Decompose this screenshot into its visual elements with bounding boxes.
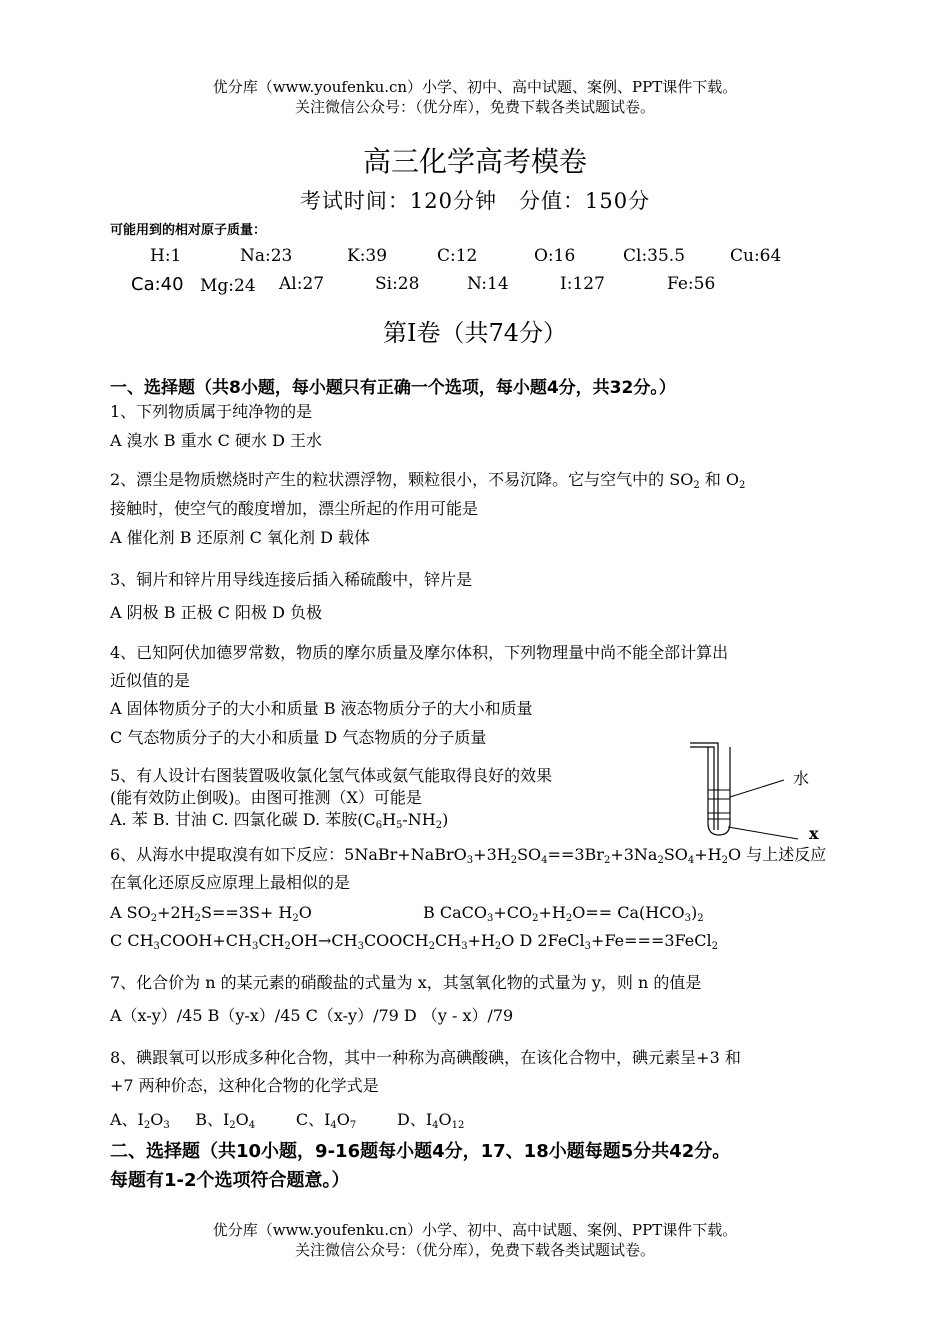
atomic-mass: Fe:56 bbox=[667, 274, 716, 294]
header-line-2: 关注微信公众号：（优分库），免费下载各类试题试卷。 bbox=[294, 98, 655, 116]
atomic-mass: Mg:24 bbox=[200, 276, 256, 296]
atomic-mass: O:16 bbox=[534, 246, 576, 266]
question-4-options-cd: C 气态物质分子的大小和质量 D 气态物质的分子质量 bbox=[110, 728, 487, 747]
atomic-mass: Si:28 bbox=[375, 274, 420, 294]
question-8-options: A、$I_2O_3$ B、$I_2O_4$ C、$I_4O_7$ D、$I_4O_{12}$ bbox=[110, 1110, 465, 1131]
atomic-mass: Na:23 bbox=[240, 246, 293, 266]
question-8-stem-line-2: +7 两种价态，这种化合物的化学式是 bbox=[110, 1076, 379, 1095]
footer-line-2: 关注微信公众号：（优分库），免费下载各类试题试卷。 bbox=[294, 1241, 655, 1259]
atomic-mass: Ca:40 bbox=[131, 274, 184, 295]
question-1-stem: 1、下列物质属于纯净物的是 bbox=[110, 402, 313, 421]
question-5-stem-line-2: (能有效防止倒吸)。由图可推测（X）可能是 bbox=[110, 788, 422, 807]
atomic-mass: Cl:35.5 bbox=[623, 246, 686, 266]
question-5-options: A. 苯 B. 甘油 C. 四氯化碳 D. 苯胺$(C_6H_5-NH_2)$ bbox=[110, 810, 449, 831]
header-line-1: 优分库（www.youfenku.cn）小学、初中、高中试题、案例、PPT课件下载。 bbox=[212, 78, 738, 96]
atomic-mass: Cu:64 bbox=[730, 246, 782, 266]
question-7-options: A（x-y）/45 B（y-x）/45 C（x-y）/79 D （y - x）/79 bbox=[110, 1006, 514, 1025]
section-2-heading-line-2: 每题有1-2个选项符合题意。） bbox=[110, 1170, 350, 1191]
figure-label-water: 水 bbox=[793, 769, 810, 788]
question-2-options: A 催化剂 B 还原剂 C 氧化剂 D 载体 bbox=[110, 528, 370, 547]
atomic-mass: H:1 bbox=[150, 246, 182, 266]
atomic-mass: I:127 bbox=[560, 274, 605, 294]
figure-label-x: x bbox=[809, 824, 819, 843]
question-4-stem-line-2: 近似值的是 bbox=[110, 671, 191, 690]
section-2-heading: 二、选择题（共10小题，9-16题每小题4分，17、18小题每题5分共42分。 bbox=[110, 1141, 731, 1162]
question-6-option-b: B $CaCO_3+CO_2+H_2O== Ca(HCO_3)_2$ bbox=[423, 903, 704, 924]
question-4-stem: 4、已知阿伏加德罗常数，物质的摩尔质量及摩尔体积，下列物理量中尚不能全部计算出 bbox=[110, 643, 729, 662]
question-3-stem: 3、铜片和锌片用导线连接后插入稀硫酸中，锌片是 bbox=[110, 570, 473, 589]
question-8-stem: 8、碘跟氧可以形成多种化合物，其中一种称为高碘酸碘，在该化合物中，碘元素呈+3 和 bbox=[110, 1048, 741, 1067]
section-1-heading: 一、选择题（共8小题，每小题只有正确一个选项，每小题4分，共32分。） bbox=[110, 378, 676, 398]
question-3-options: A 阴极 B 正极 C 阳极 D 负极 bbox=[110, 603, 322, 622]
question-2-stem: 2、漂尘是物质燃烧时产生的粒状漂浮物，颗粒很小，不易沉降。它与空气中的 $SO_2$ 和 $O_2$ bbox=[110, 470, 746, 491]
atomic-mass: N:14 bbox=[467, 274, 509, 294]
atomic-mass: K:39 bbox=[347, 246, 388, 266]
question-1-options: A 溴水 B 重水 C 硬水 D 王水 bbox=[110, 431, 322, 450]
exam-subtitle: 考试时间：120分钟 分值：150分 bbox=[299, 189, 651, 213]
exam-title: 高三化学高考模卷 bbox=[362, 145, 587, 178]
question-6-stem-line-2: 在氧化还原反应原理上最相似的是 bbox=[110, 873, 351, 892]
question-7-stem: 7、化合价为 n 的某元素的硝酸盐的式量为 x，其氢氧化物的式量为 y，则 n 的值是 bbox=[110, 973, 702, 992]
atomic-mass: C:12 bbox=[437, 246, 478, 266]
question-4-options-ab: A 固体物质分子的大小和质量 B 液态物质分子的大小和质量 bbox=[110, 699, 533, 718]
question-6-stem: 6、从海水中提取溴有如下反应：$5NaBr+NaBrO_3+3H_2SO_4==3Br_2+3Na_2SO_4+H_2O$ 与上述反应 bbox=[110, 845, 827, 866]
question-2-stem-line-2: 接触时，使空气的酸度增加，漂尘所起的作用可能是 bbox=[110, 499, 479, 518]
footer-line-1: 优分库（www.youfenku.cn）小学、初中、高中试题、案例、PPT课件下载。 bbox=[212, 1221, 738, 1239]
atomic-mass: Al:27 bbox=[279, 274, 325, 294]
atomic-mass-label: 可能用到的相对原子质量： bbox=[110, 223, 267, 238]
question-6-option-a: A $SO_2+2H_2S==3S+ H_2O$ bbox=[110, 903, 312, 924]
question-5-stem: 5、有人设计右图装置吸收氯化氢气体或氨气能取得良好的效果 bbox=[110, 766, 553, 785]
volume-title: 第Ⅰ卷（共74分） bbox=[382, 319, 568, 347]
question-6-options-cd: C $CH_3COOH+CH_3CH_2OH\to CH_3COOCH_2CH_3+H_2O$ D 2FeCl$_3$+Fe===3FeCl$_2$ bbox=[110, 931, 718, 952]
